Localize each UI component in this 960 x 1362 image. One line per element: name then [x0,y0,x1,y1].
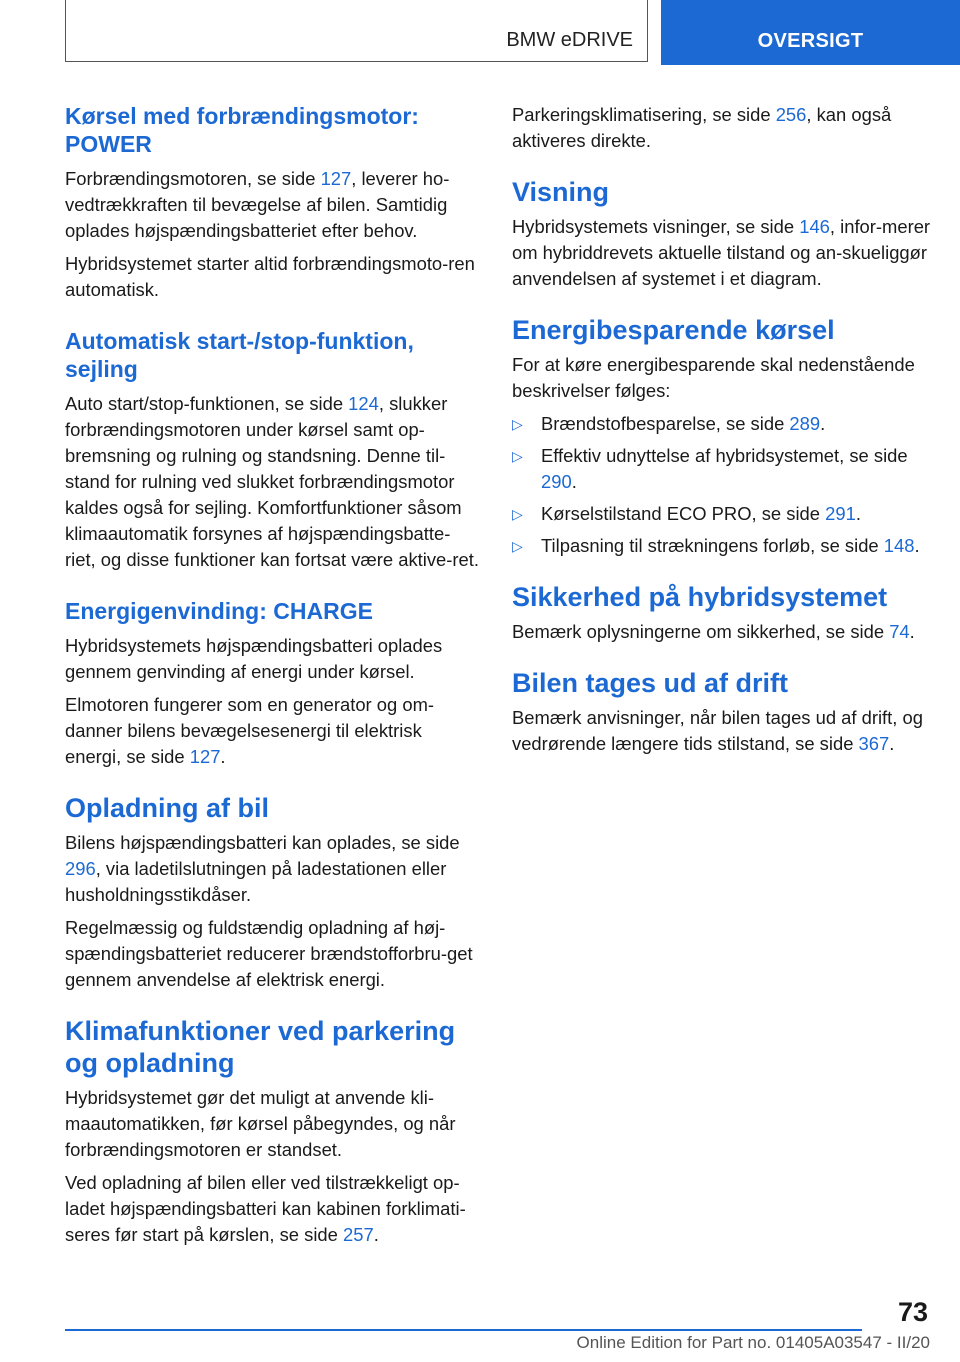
header-section-tab[interactable] [661,0,960,65]
page-link[interactable]: 74 [889,621,910,642]
section-label: OVERSIGT [757,30,864,52]
paragraph: Hybridsystemet starter altid forbrændingsmoto‐ren automatisk. [65,253,475,300]
paragraph: Hybridsystemet gør det muligt at anvende kli‐maautomatikken, før kørsel påbegyndes, og når forbrændingsmotoren er standset. [65,1087,456,1160]
page-number: 73 [897,1297,928,1327]
heading-power: Kørsel med forbrændingsmotor: POWER [65,103,419,157]
left-column [65,102,480,1248]
triangle-bullet-icon: ▷ [512,416,523,432]
list-item: ▷ Kørselstilstand ECO PRO, se side 291. [512,501,932,527]
page-link[interactable]: 256 [775,104,807,125]
list-item: ▷ Tilpasning til strækningens forløb, se side 148. [512,533,932,559]
page-link[interactable]: 146 [799,216,830,237]
heading-visning: Visning [512,177,610,207]
page-link[interactable]: 291 [825,503,856,524]
paragraph: Hybridsystemets højspændingsbatteri oplades gennem genvinding af energi under kørsel. [65,635,443,682]
paragraph: Bemærk anvisninger, når bilen tages ud af drift, og vedrørende længere tids stilstand, se side 367. [512,707,923,754]
tips-list [512,411,932,559]
page-link[interactable]: 124 [348,393,379,414]
triangle-bullet-icon: ▷ [512,538,523,554]
paragraph: For at køre energibesparende skal nedenstående beskrivelser følges: [512,354,915,401]
paragraph: Auto start/stop-funktionen, se side 124, slukker forbrændingsmotoren under kørsel samt op‐bremsning og rulning og standsning. Denne til‐stand for rulning ved slukket forbrændingsmotor kaldes også for sejling. Komfortfunktioner såsom klimaautomatik forsynes af højspændingsbatte‐riet, og disse funktioner kan fortsat være aktive‐ret. [65,393,479,570]
page-link[interactable]: 290 [541,471,572,492]
list-item: ▷ Brændstofbesparelse, se side 289. [512,411,932,437]
footer-divider [65,1329,862,1331]
heading-klima: Klimafunktioner ved parkering og opladning [65,1016,456,1078]
right-column [512,102,932,757]
heading-sikkerhed: Sikkerhed på hybridsystemet [512,582,888,612]
heading-drift: Bilen tages ud af drift [512,668,789,698]
page-link[interactable]: 289 [789,413,821,434]
paragraph: Regelmæssig og fuldstændig opladning af høj‐spændingsbatteriet reducerer brændstofforbru‐get gennem anvendelse af elektrisk energi. [65,917,473,990]
page-link[interactable]: 127 [189,746,221,767]
heading-energibesparende: Energibesparende kørsel [512,315,835,345]
heading-opladning: Opladning af bil [65,793,269,823]
paragraph: Bilens højspændingsbatteri kan oplades, se side 296, via ladetilslutningen på ladestationen eller husholdningsstikdåser. [65,832,460,905]
edition-note: Online Edition for Part no. 01405A03547 - II/20 [576,1333,930,1352]
page-link[interactable]: 257 [343,1224,374,1245]
page-link[interactable]: 127 [320,168,352,189]
list-item: ▷ Effektiv udnyttelse af hybridsystemet, se side 290. [512,445,908,492]
page-link[interactable]: 148 [883,535,915,556]
paragraph: Bemærk oplysningerne om sikkerhed, se side 74. [512,621,915,642]
paragraph: Ved opladning af bilen eller ved tilstrækkeligt op‐ladet højspændingsbatteri kan kabinen forklimati‐seres før start på kørslen, se side 257. [65,1172,466,1245]
heading-start-stop: Automatisk start-/stop-funktion, sejling [65,328,414,382]
heading-charge: Energigenvinding: CHARGE [65,598,373,624]
header-chapter-box [65,0,648,62]
triangle-bullet-icon: ▷ [512,506,523,522]
chapter-label: BMW eDRIVE [506,29,633,51]
paragraph: Hybridsystemets visninger, se side 146, infor‐merer om hybriddrevets aktuelle tilstand og an‐skueliggør anvendelsen af systemet i et diagram. [512,216,931,289]
paragraph: Forbrændingsmotoren, se side 127, leverer ho‐vedtrækkraften til bevægelse af bilen. Samtidig oplades højspændingsbatteriet efter behov. [65,168,450,241]
page-link[interactable]: 367 [858,733,890,754]
paragraph: Elmotoren fungerer som en generator og om‐danner bilens bevægelsesenergi til elektrisk energi, se side 127. [65,694,435,767]
triangle-bullet-icon: ▷ [512,448,523,464]
paragraph: Parkeringsklimatisering, se side 256, kan også aktiveres direkte. [512,104,892,151]
page-link[interactable]: 296 [65,858,96,879]
